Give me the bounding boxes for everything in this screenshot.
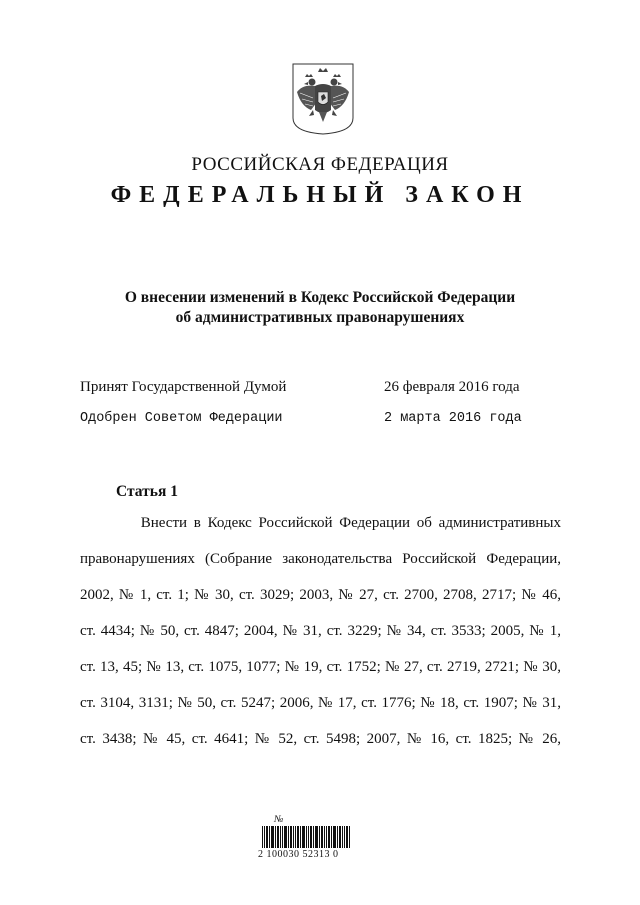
article-line: 2002, № 1, ст. 1; № 30, ст. 3029; 2003, № 27, ст. 2700, 2708, 2717; № 46, (80, 587, 561, 603)
duma-adoption-date: 26 февраля 2016 года (384, 379, 520, 395)
country-heading: РОССИЙСКАЯ ФЕДЕРАЦИЯ (191, 154, 449, 175)
barcode (262, 826, 350, 848)
council-approval-label: Одобрен Советом Федерации (80, 411, 283, 426)
document-type-heading: ФЕДЕРАЛЬНЫЙ ЗАКОН (110, 182, 530, 208)
article-body (80, 505, 561, 757)
law-title (0, 288, 640, 328)
barcode-mark: № (274, 814, 284, 825)
duma-adoption-label: Принят Государственной Думой (80, 379, 287, 395)
barcode-number: 2 100030 52313 0 (258, 849, 339, 860)
article-line: ст. 3104, 3131; № 50, ст. 5247; 2006, № 17, ст. 1776; № 18, ст. 1907; № 31, (80, 695, 561, 711)
article-line: правонарушениях (Собрание законодательства Российской Федерации, (80, 551, 561, 567)
council-approval-date: 2 марта 2016 года (384, 411, 522, 426)
article-line: ст. 13, 45; № 13, ст. 1075, 1077; № 19, ст. 1752; № 27, ст. 2719, 2721; № 30, (80, 659, 561, 675)
law-title-line-1: О внесении изменений в Кодекс Российской Федерации (124, 289, 516, 306)
law-title-line-2: об административных правонарушениях (175, 309, 465, 326)
article-line: ст. 4434; № 50, ст. 4847; 2004, № 31, ст. 3229; № 34, ст. 3533; 2005, № 1, (80, 623, 561, 639)
article-line: ст. 3438; № 45, ст. 4641; № 52, ст. 5498; 2007, № 16, ст. 1825; № 26, (80, 731, 561, 747)
coat-of-arms-emblem (291, 62, 355, 136)
article-line: Внести в Кодекс Российской Федерации об административных (80, 515, 561, 531)
article-heading: Статья 1 (116, 483, 178, 500)
